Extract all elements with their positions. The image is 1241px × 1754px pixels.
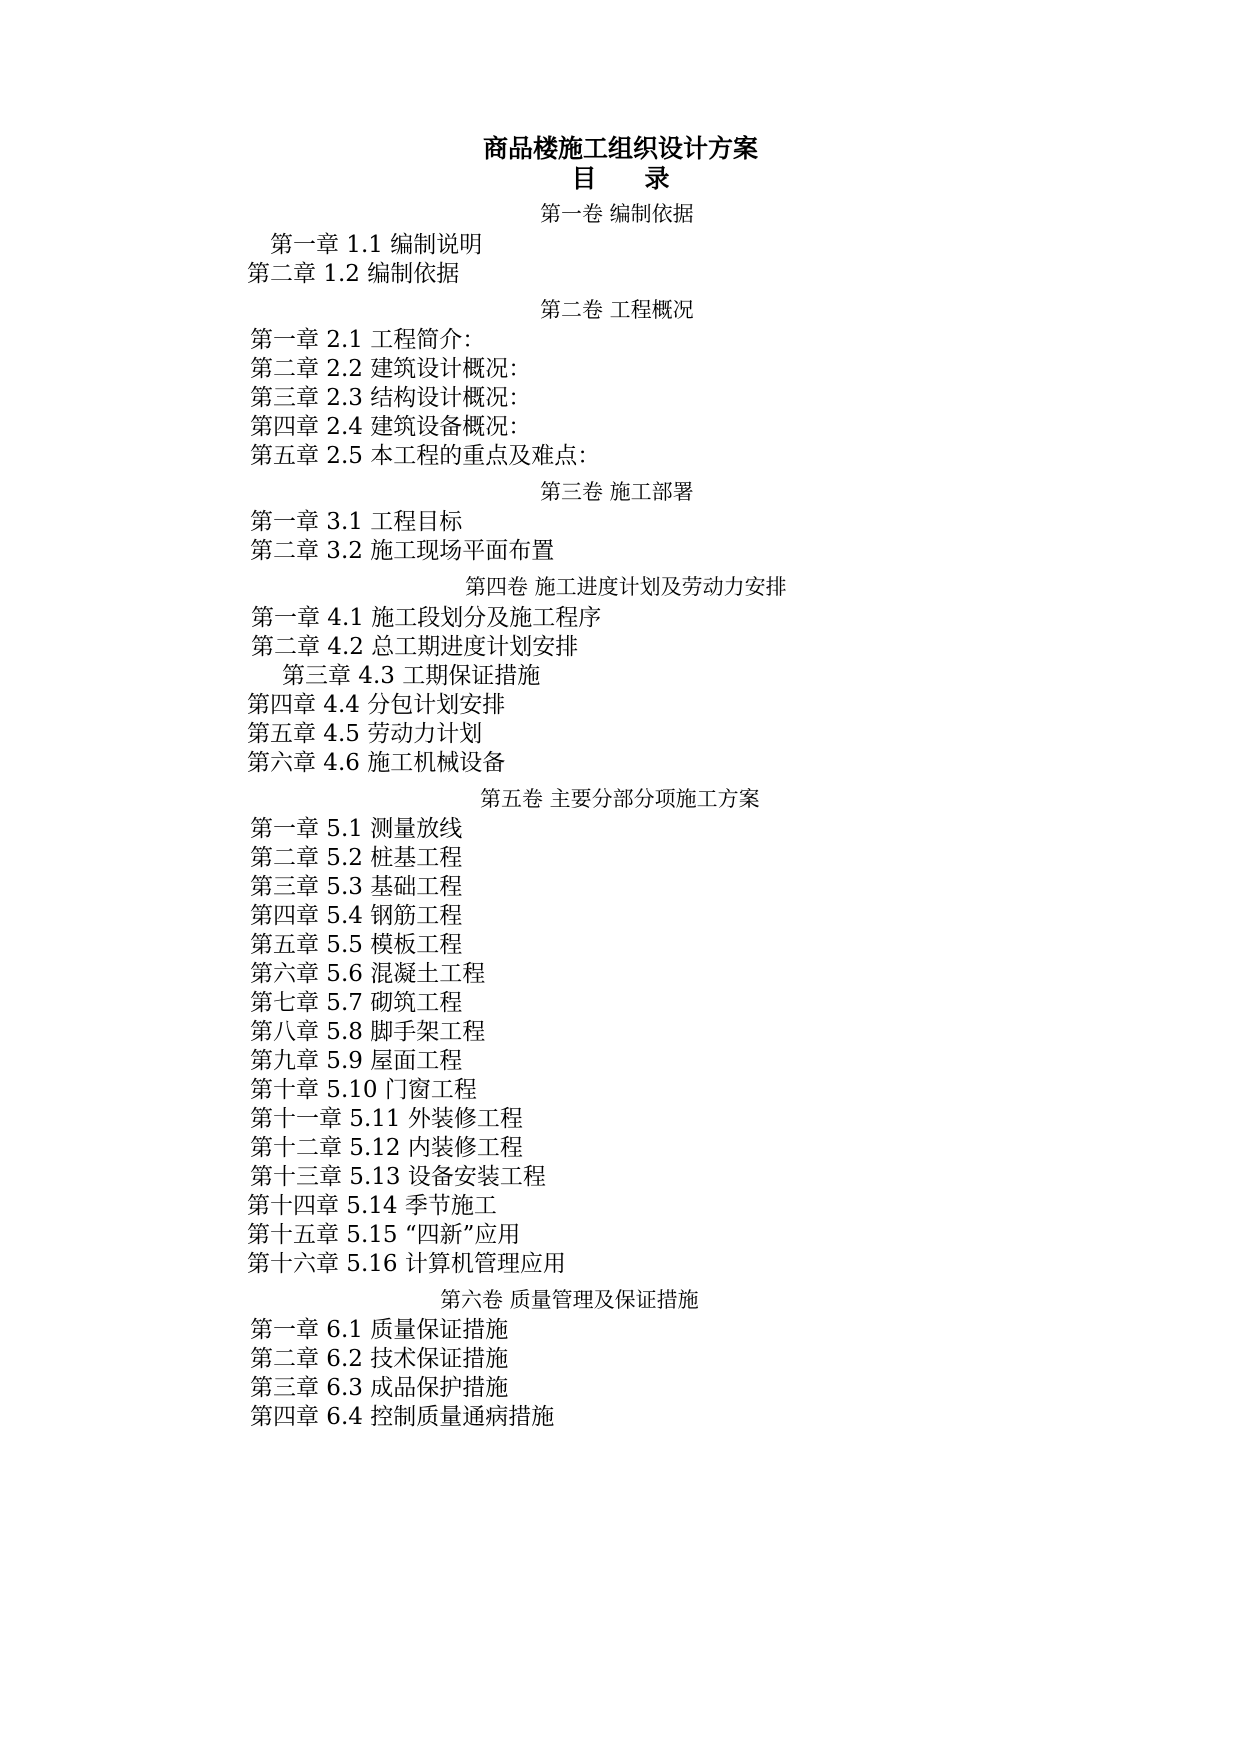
toc-chapter: 第二章 6.2 技术保证措施 [250, 1346, 509, 1372]
volume-heading: 第二卷 工程概况 [540, 298, 694, 322]
toc-title-left: 目 [571, 164, 597, 193]
toc-chapter: 第四章 2.4 建筑设备概况： [250, 414, 532, 440]
toc-chapter: 第一章 5.1 测量放线 [250, 816, 463, 842]
document-title: 商品楼施工组织设计方案 [482, 134, 758, 163]
toc-chapter: 第六章 5.6 混凝土工程 [250, 961, 486, 987]
toc-chapter: 第二章 3.2 施工现场平面布置 [250, 538, 555, 564]
toc-chapter: 第五章 5.5 模板工程 [250, 932, 463, 958]
toc-chapter: 第七章 5.7 砌筑工程 [250, 990, 463, 1016]
toc-title [0, 163, 1241, 195]
toc-chapter: 第十章 5.10 门窗工程 [250, 1077, 477, 1103]
toc-chapter: 第十五章 5.15 “四新”应用 [247, 1222, 521, 1248]
toc-chapter: 第十六章 5.16 计算机管理应用 [247, 1251, 566, 1277]
volume-heading: 第四卷 施工进度计划及劳动力安排 [465, 575, 787, 599]
toc-chapter: 第二章 2.2 建筑设计概况： [250, 356, 532, 382]
toc-title-right: 录 [644, 164, 670, 193]
toc-chapter: 第九章 5.9 屋面工程 [250, 1048, 463, 1074]
toc-chapter: 第三章 2.3 结构设计概况： [250, 385, 532, 411]
toc-chapter: 第一章 1.1 编制说明 [270, 232, 483, 258]
toc-chapter: 第二章 4.2 总工期进度计划安排 [251, 634, 579, 660]
toc-chapter: 第二章 5.2 桩基工程 [250, 845, 463, 871]
toc-chapter: 第二章 1.2 编制依据 [247, 261, 460, 287]
toc-chapter: 第十二章 5.12 内装修工程 [250, 1135, 523, 1161]
toc-chapter: 第四章 4.4 分包计划安排 [247, 692, 506, 718]
toc-chapter: 第三章 4.3 工期保证措施 [282, 663, 541, 689]
toc-chapter: 第十四章 5.14 季节施工 [247, 1193, 497, 1219]
toc-chapter: 第四章 6.4 控制质量通病措施 [250, 1404, 555, 1430]
toc-chapter: 第四章 5.4 钢筋工程 [250, 903, 463, 929]
volume-heading: 第一卷 编制依据 [540, 202, 694, 226]
toc-chapter: 第一章 4.1 施工段划分及施工程序 [251, 605, 602, 631]
toc-chapter: 第五章 2.5 本工程的重点及难点： [250, 443, 601, 469]
toc-chapter: 第五章 4.5 劳动力计划 [247, 721, 483, 747]
toc-chapter: 第六章 4.6 施工机械设备 [247, 750, 506, 776]
toc-chapter: 第三章 6.3 成品保护措施 [250, 1375, 509, 1401]
volume-heading: 第五卷 主要分部分项施工方案 [480, 787, 760, 811]
toc-chapter: 第一章 3.1 工程目标 [250, 509, 463, 535]
toc-chapter: 第八章 5.8 脚手架工程 [250, 1019, 486, 1045]
toc-chapter: 第十三章 5.13 设备安装工程 [250, 1164, 546, 1190]
toc-chapter: 第三章 5.3 基础工程 [250, 874, 463, 900]
volume-heading: 第三卷 施工部署 [540, 480, 694, 504]
toc-chapter: 第十一章 5.11 外装修工程 [250, 1106, 523, 1132]
toc-chapter: 第一章 2.1 工程简介： [250, 327, 486, 353]
volume-heading: 第六卷 质量管理及保证措施 [440, 1288, 699, 1312]
toc-chapter: 第一章 6.1 质量保证措施 [250, 1317, 509, 1343]
